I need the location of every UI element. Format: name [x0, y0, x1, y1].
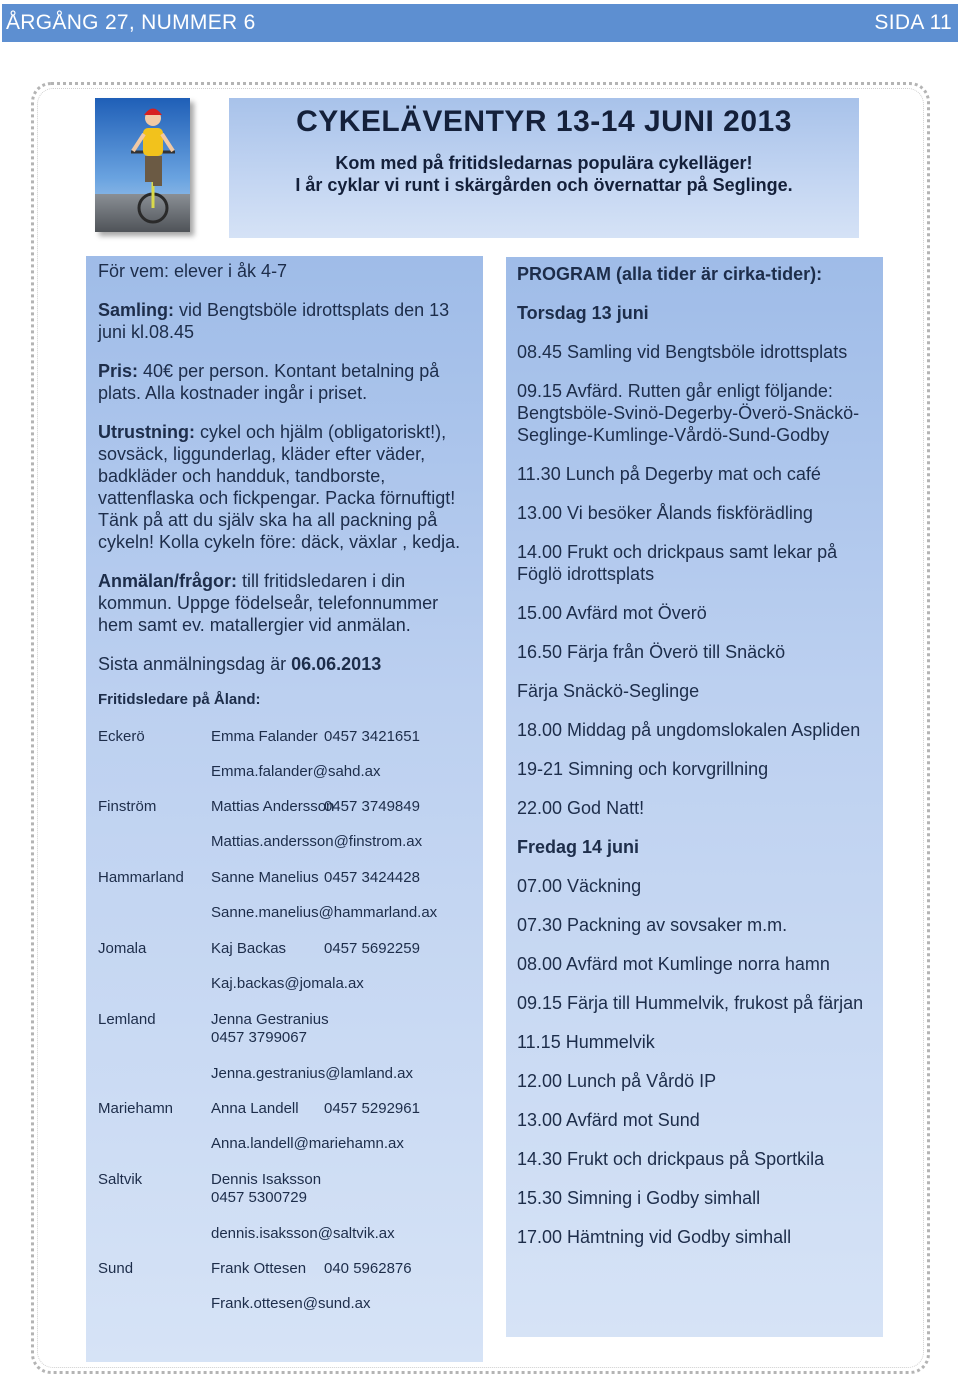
- program-item: Färja Snäckö-Seglinge: [517, 681, 700, 701]
- program-item: 22.00 God Natt!: [517, 798, 645, 818]
- info-who: [98, 260, 473, 282]
- contact-name: Jenna Gestranius: [211, 1011, 329, 1028]
- contact-email[interactable]: Kaj.backas@jomala.ax: [211, 975, 364, 992]
- deadline-date: 06.06.2013: [291, 654, 382, 674]
- contact-municipality: Eckerö: [98, 728, 145, 745]
- program-item: 16.50 Färja från Överö till Snäckö: [517, 642, 786, 662]
- contact-name: Mattias Andersson: [211, 798, 335, 815]
- cyclist-photo: [95, 98, 190, 232]
- contact-email[interactable]: Mattias.andersson@finstrom.ax: [211, 833, 423, 850]
- contact-municipality: Saltvik: [98, 1171, 143, 1188]
- contact-municipality: Jomala: [98, 940, 147, 957]
- who-text: elever i åk 4-7: [169, 261, 288, 281]
- contact-row: [98, 728, 473, 798]
- contact-name: Dennis Isaksson: [211, 1171, 322, 1188]
- program-list: [517, 263, 875, 1248]
- contact-phone: 0457 3799067: [211, 1029, 307, 1046]
- program-item: 11.30 Lunch på Degerby mat och café: [517, 464, 821, 484]
- program-item: 18.00 Middag på ungdomslokalen Aspliden: [517, 720, 861, 740]
- contact-name: Anna Landell: [211, 1100, 299, 1117]
- contact-email[interactable]: Frank.ottesen@sund.ax: [211, 1295, 371, 1312]
- issue-label: ÅRGÅNG 27, NUMMER 6: [6, 11, 256, 34]
- contact-row: [98, 869, 473, 940]
- program-item: 09.15 Färja till Hummelvik, frukost på färjan: [517, 993, 864, 1013]
- contact-email[interactable]: Jenna.gestranius@lamland.ax: [211, 1065, 414, 1082]
- contact-phone: 040 5962876: [324, 1260, 412, 1277]
- contact-phone: 0457 3421651: [324, 728, 420, 745]
- program-item: 15.00 Avfärd mot Överö: [517, 603, 707, 623]
- signup-label: Anmälan/frågor:: [98, 571, 238, 591]
- contact-municipality: Sund: [98, 1260, 134, 1277]
- program-item: 09.15 Avfärd. Rutten går enligt följande: Bengtsböle-Svinö-Degerby-Överö-Snäckö-Seglinge-Kumlinge-Vårdö-Sund-Godby: [517, 381, 860, 445]
- contact-row: [98, 940, 473, 1011]
- gather-label: Samling:: [98, 300, 175, 320]
- gear-text: cykel och hjälm (obligatoriskt!), sovsäck, liggunderlag, kläder efter väder, badkläder och handduk, tandborste, vattenflaska och fickpengar. Packa förnuftigt! Tänk på att du själv ska ha all packning på cykeln! Kolla cykeln före: däck, växlar , kedja.: [98, 422, 461, 552]
- who-label: För vem:: [98, 261, 170, 281]
- contact-row: [98, 1100, 473, 1171]
- program-panel: [506, 257, 883, 1337]
- contact-list: [98, 728, 473, 1320]
- program-item: 17.00 Hämtning vid Godby simhall: [517, 1227, 792, 1247]
- contact-row: [98, 1260, 473, 1320]
- price-label: Pris:: [98, 361, 139, 381]
- info-price: [98, 360, 473, 404]
- program-heading: PROGRAM (alla tider är cirka-tider):: [517, 264, 823, 284]
- contact-municipality: Lemland: [98, 1011, 156, 1028]
- deadline-text: Sista anmälningsdag är: [98, 654, 292, 674]
- contact-name: Frank Ottesen: [211, 1260, 307, 1277]
- page-number: SIDA 11: [874, 11, 952, 34]
- contact-email[interactable]: Anna.landell@mariehamn.ax: [211, 1135, 404, 1152]
- program-item: 12.00 Lunch på Vårdö IP: [517, 1071, 717, 1091]
- program-item: 15.30 Simning i Godby simhall: [517, 1188, 761, 1208]
- contact-name: Kaj Backas: [211, 940, 287, 957]
- program-heading: Torsdag 13 juni: [517, 303, 649, 323]
- program-item: 08.00 Avfärd mot Kumlinge norra hamn: [517, 954, 830, 974]
- program-item: 19-21 Simning och korvgrillning: [517, 759, 769, 779]
- subtitle-line-1: Kom med på fritidsledarnas populära cykelläger!: [335, 153, 753, 173]
- contact-row: [98, 1011, 473, 1100]
- contact-phone: 0457 3424428: [324, 869, 420, 886]
- signup-text: till fritidsledaren i din kommun. Uppge födelseår, telefonnummer hem samt ev. matallergier vid anmälan.: [98, 571, 439, 635]
- contact-phone: 0457 5292961: [324, 1100, 420, 1117]
- contact-phone: 0457 3749849: [324, 798, 420, 815]
- contact-municipality: Mariehamn: [98, 1100, 174, 1117]
- program-item: 13.00 Avfärd mot Sund: [517, 1110, 700, 1130]
- contact-municipality: Hammarland: [98, 869, 184, 886]
- page-header: [2, 4, 958, 42]
- contact-phone: 0457 5692259: [324, 940, 420, 957]
- title-banner: [229, 98, 859, 238]
- price-text: 40€ per person. Kontant betalning på plats. Alla kostnader ingår i priset.: [98, 361, 440, 403]
- program-item: 08.45 Samling vid Bengtsböle idrottsplats: [517, 342, 848, 362]
- contact-row: [98, 798, 473, 869]
- info-gear: [98, 421, 473, 553]
- contact-row: [98, 1171, 473, 1260]
- contact-email[interactable]: Sanne.manelius@hammarland.ax: [211, 904, 438, 921]
- program-item: 07.30 Packning av sovsaker m.m.: [517, 915, 788, 935]
- contact-name: Sanne Manelius: [211, 869, 319, 886]
- gather-text: vid Bengtsböle idrottsplats den 13 juni kl.08.45: [98, 300, 450, 342]
- gear-label: Utrustning:: [98, 422, 195, 442]
- contact-email[interactable]: dennis.isaksson@saltvik.ax: [211, 1225, 395, 1242]
- contact-name: Emma Falander: [211, 728, 318, 745]
- contact-phone: 0457 5300729: [211, 1189, 307, 1206]
- program-item: 13.00 Vi besöker Ålands fiskförädling: [517, 503, 813, 523]
- contacts-title: Fritidsledare på Åland:: [98, 691, 261, 708]
- info-panel: [86, 256, 483, 1362]
- contact-email[interactable]: Emma.falander@sahd.ax: [211, 763, 381, 780]
- program-item: 07.00 Väckning: [517, 876, 642, 896]
- program-item: 11.15 Hummelvik: [517, 1032, 655, 1052]
- subtitle-line-2: I år cyklar vi runt i skärgården och övernattar på Seglinge.: [295, 175, 793, 195]
- program-item: 14.30 Frukt och drickpaus på Sportkila: [517, 1149, 825, 1169]
- info-gather: [98, 299, 473, 343]
- contact-municipality: Finström: [98, 798, 157, 815]
- article-title: CYKELÄVENTYR 13-14 JUNI 2013: [296, 105, 792, 138]
- info-signup: [98, 570, 473, 636]
- info-deadline: [98, 653, 473, 675]
- program-heading: Fredag 14 juni: [517, 837, 640, 857]
- program-item: 14.00 Frukt och drickpaus samt lekar på Föglö idrottsplats: [517, 542, 838, 584]
